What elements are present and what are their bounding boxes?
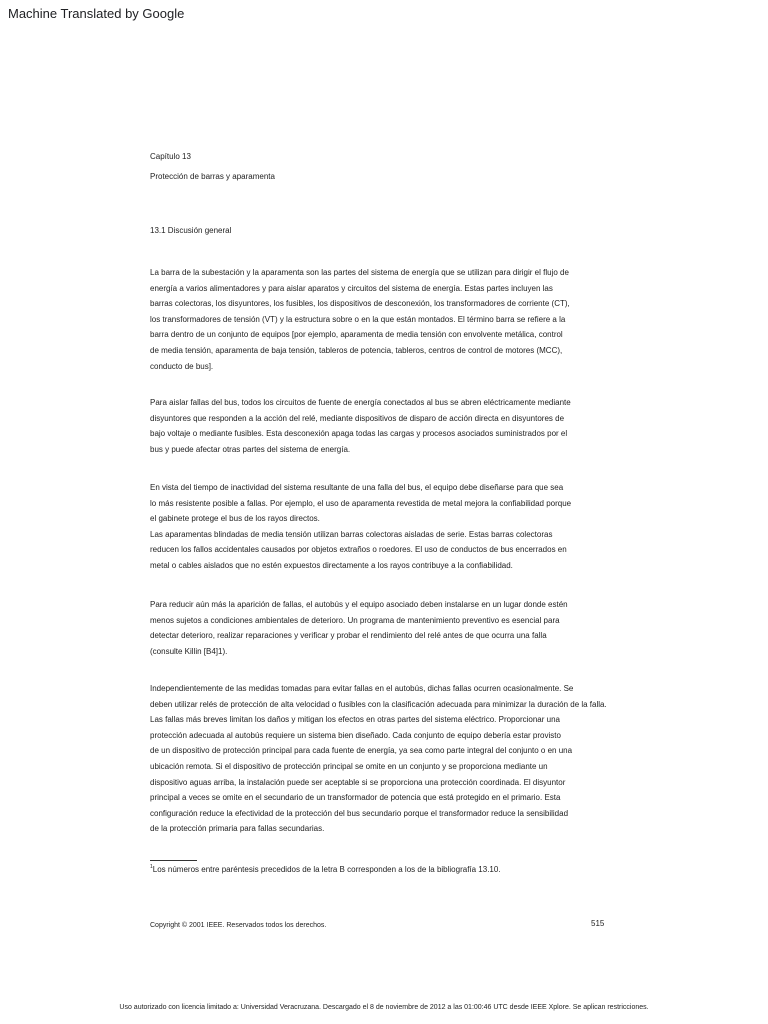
paragraph-line: lo más resistente posible a fallas. Por ejemplo, el uso de aparamenta revestida de metal mejora la confiabilidad porque (150, 498, 572, 508)
section-heading: 13.1 Discusión general (150, 226, 232, 235)
license-notice: Uso autorizado con licencia limitado a: Universidad Veracruzana. Descargado el 8 de noviembre de 2012 a las 01:00:46 UTC desde IEEE Xplore. Se aplican restricciones. (119, 1004, 649, 1011)
paragraph-line: conducto de bus]. (150, 361, 214, 371)
paragraph-line: disyuntores que responden a la acción del relé, mediante dispositivos de disparo de acción directa en disyuntores de (150, 413, 565, 423)
paragraph-line: principal a veces se omite en el secundario de un transformador de potencia que está protegido en el primario. Esta (150, 793, 561, 803)
chapter-label: Capítulo 13 (150, 152, 191, 161)
paragraph-line: deben utilizar relés de protección de alta velocidad o fusibles con la clasificación adecuada para minimizar la duración de la falla. (150, 699, 607, 709)
paragraph-2 (150, 395, 640, 457)
paragraph-line: barras colectoras, los disyuntores, los fusibles, los dispositivos de desconexión, los transformadores de corriente (CT), (150, 299, 570, 309)
paragraph-line: Para aislar fallas del bus, todos los circuitos de fuente de energía conectados al bus se abren eléctricamente mediante (150, 398, 571, 407)
footnote (150, 864, 501, 876)
paragraph-line: los transformadores de tensión (VT) y la estructura sobre o en la que están montados. El término barra se refiere a la (150, 314, 566, 324)
paragraph-1 (150, 265, 640, 374)
footnote-divider (150, 860, 197, 861)
paragraph-line: detectar deterioro, realizar reparaciones y verificar y probar el rendimiento del relé antes de que ocurra una falla (150, 631, 547, 641)
paragraph-4 (150, 597, 640, 659)
paragraph-line: metal o cables aislados que no estén expuestos directamente a los rayos contribuye a la confiabilidad. (150, 560, 513, 570)
paragraph-line: configuración reduce la efectividad de la protección del bus secundario porque el transformador reduce la sensibilidad (150, 808, 569, 818)
paragraph-line: bajo voltaje o mediante fusibles. Esta desconexión apaga todas las cargas y procesos asociados suministrados por el (150, 429, 568, 439)
paragraph-line: dispositivo aguas arriba, la instalación puede ser aceptable si se proporciona una protección coordinada. El disyuntor (150, 777, 566, 787)
paragraph-line: bus y puede afectar otras partes del sistema de energía. (150, 444, 351, 454)
paragraph-line: La barra de la subestación y la aparamenta son las partes del sistema de energía que se utilizan para dirigir el flujo de (150, 268, 569, 277)
paragraph-line: Las fallas más breves limitan los daños y mitigan los efectos en otras partes del sistema eléctrico. Proporcionar una (150, 715, 560, 725)
paragraph-line: energía a varios alimentadores y para aislar aparatos y circuitos del sistema de energía. Estas partes incluyen las (150, 283, 553, 293)
paragraph-line: de media tensión, aparamenta de baja tensión, tableros de potencia, tableros, centros de control de motores (MCC), (150, 345, 563, 355)
footnote-marker: 1 (150, 864, 153, 870)
paragraph-line: Para reducir aún más la aparición de fallas, el autobús y el equipo asociado deben instalarse en un lugar donde estén (150, 600, 568, 609)
paragraph-line: (consulte Killin [B4]1). (150, 646, 228, 656)
paragraph-line: de un dispositivo de protección principal para cada fuente de energía, ya sea como parte integral del conjunto o en una (150, 746, 573, 756)
paragraph-5 (150, 681, 640, 837)
copyright-notice: Copyright © 2001 IEEE. Reservados todos los derechos. (150, 922, 327, 929)
paragraph-line: ubicación remota. Si el dispositivo de protección principal se omite en un conjunto y se proporciona mediante un (150, 761, 548, 771)
paragraph-line: el gabinete protege el bus de los rayos directos. (150, 514, 320, 524)
paragraph-line: Independientemente de las medidas tomadas para evitar fallas en el autobús, dichas fallas ocurren ocasionalmente. Se (150, 684, 574, 693)
page-number: 515 (591, 919, 605, 928)
paragraph-line: barra dentro de un conjunto de equipos [por ejemplo, aparamenta de media tensión con envolvente metálica, control (150, 330, 563, 340)
chapter-title: Protección de barras y aparamenta (150, 172, 275, 181)
paragraph-line: menos sujetos a condiciones ambientales de deterioro. Un programa de mantenimiento preventivo es esencial para (150, 615, 560, 625)
paragraph-3 (150, 480, 640, 574)
paragraph-line: En vista del tiempo de inactividad del sistema resultante de una falla del bus, el equipo debe diseñarse para que sea (150, 483, 564, 492)
paragraph-line: Las aparamentas blindadas de media tensión utilizan barras colectoras aisladas de serie. Estas barras colectoras (150, 529, 553, 539)
footnote-text: Los números entre paréntesis precedidos de la letra B corresponden a los de la bibliografía 13.10. (152, 865, 501, 874)
paragraph-line: protección adecuada al autobús requiere un sistema bien diseñado. Cada conjunto de equipo debería estar provisto (150, 730, 561, 740)
machine-translation-banner: Machine Translated by Google (8, 6, 185, 21)
paragraph-line: reducen los fallos accidentales causados por objetos extraños o roedores. El uso de conductos de bus encerrados en (150, 545, 567, 555)
paragraph-line: de la protección primaria para fallas secundarias. (150, 824, 325, 834)
